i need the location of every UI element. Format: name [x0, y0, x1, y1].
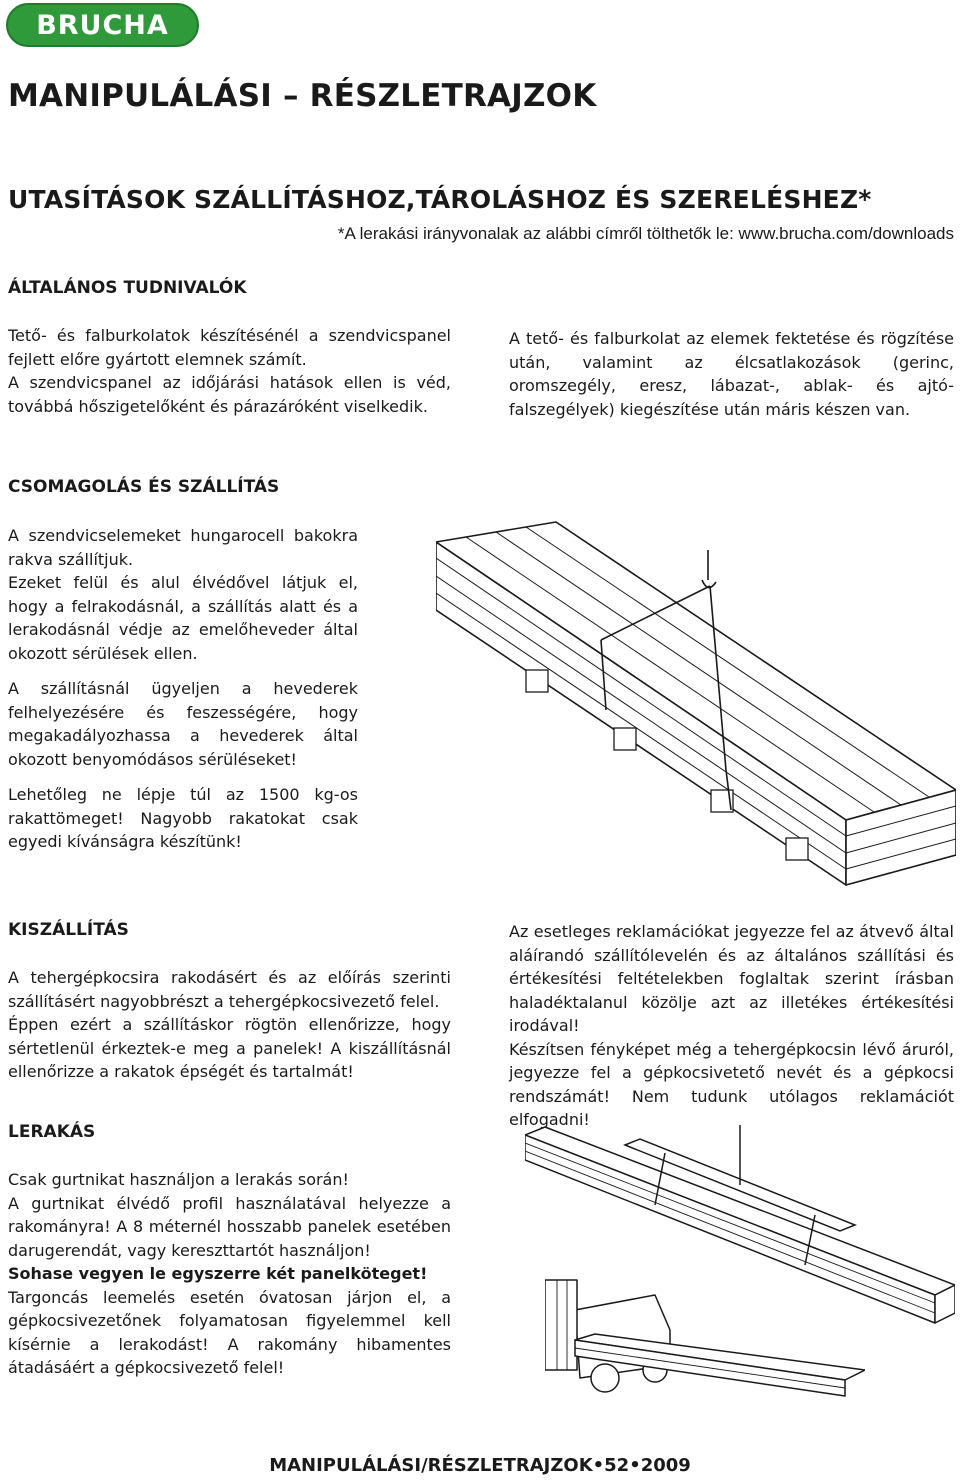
general-right-p1: A tető- és falburkolat az elemek fektetése és rögzítése után, valamint az élcsatlakozások (gerinc, oromszegély, eresz, lábazat-, ablak- és ajtó-falszegélyek) kiegészítése után máris készen van.	[509, 329, 954, 419]
unloading-p2: A gurtnikat élvédő profil használatával helyezze a rakományra! A 8 méternél hosszabb panelek esetében darugerendát, vagy kereszttartót használjon!	[8, 1193, 451, 1260]
unloading-p4: Targoncás leemelés esetén óvatosan járjon el, a gépkocsivezetőnek folyamatosan figyelemmel kell kísérnie a lerakodást! A rakomány hibamentes átadásáért a gépkocsivezető felel!	[8, 1287, 451, 1377]
delivery-left-p2: Éppen ezért a szállításkor rögtön ellenőrizze, hogy sértetlenül érkeztek-e meg a panelek! A kiszállításnál ellenőrizze a rakatok épségét és tartalmát!	[8, 1015, 451, 1081]
forklift-unloading-illustration	[545, 1270, 865, 1400]
unloading-p3-bold: Sohase vegyen le egyszerre két panelköteget!	[8, 1264, 428, 1283]
packaging-p2: Ezeket felül és alul élvédővel látjuk el, hogy a felrakodásnál, a szállítás alatt és a lerakodásnál védje az emelőheveder által okozott sérülések ellen.	[8, 573, 358, 663]
general-right-text	[509, 327, 954, 421]
packaging-text	[8, 524, 358, 854]
page-title: MANIPULÁLÁSI – RÉSZLETRAJZOK	[8, 78, 597, 114]
general-left-p1: Tető- és falburkolatok készítésénél a szendvicspanel fejlett előre gyártott elemnek számít.	[8, 326, 451, 369]
heading-general: ÁLTALÁNOS TUDNIVALÓK	[8, 278, 247, 298]
delivery-right-p1: Az esetleges reklamációkat jegyezze fel az átvevő által aláírandó szállítólevelén és az általános szállítási és értékesítési feltételekben foglaltak szerint írásban haladéktalanul közölje azt az illetékes értékesítési irodával!	[509, 922, 954, 1035]
page-footer: MANIPULÁLÁSI/RÉSZLETRAJZOK•52•2009	[269, 1455, 691, 1476]
packaging-p4: Lehetőleg ne lépje túl az 1500 kg-os rakattömeget! Nagyobb rakatokat csak egyedi kívánságra készítünk!	[8, 785, 358, 851]
panel-bundle-lifting-illustration	[436, 520, 956, 890]
general-left-text	[8, 324, 451, 418]
packaging-p3: A szállításnál ügyeljen a hevederek felhelyezésére és feszességére, hogy megakadályozhassa a hevederek által okozott benyomódásos sérüléseket!	[8, 679, 358, 769]
delivery-left-p1: A tehergépkocsira rakodásért és az előírás szerinti szállításért nagyobbrészt a tehergépkocsivezető felel.	[8, 968, 451, 1011]
packaging-p1: A szendvicselemeket hungarocell bakokra rakva szállítjuk.	[8, 526, 358, 569]
heading-unloading: LERAKÁS	[8, 1122, 96, 1142]
heading-delivery: KISZÁLLÍTÁS	[8, 920, 129, 940]
delivery-right-text	[509, 920, 954, 1132]
page-subtitle: UTASÍTÁSOK SZÁLLÍTÁSHOZ,TÁROLÁSHOZ ÉS SZERELÉSHEZ*	[8, 185, 872, 214]
forklift-mast	[545, 1280, 577, 1370]
brucha-logo	[6, 3, 199, 47]
delivery-right-p2: Készítsen fényképet még a tehergépkocsin lévő áruról, jegyezze fel a gépkocsivetető nevét és a gépkocsi rendszámát! Nem tudunk utólagos reklamációt elfogadni!	[509, 1039, 954, 1129]
logo-text: BRUCHA	[36, 9, 169, 41]
unloading-text	[8, 1168, 451, 1380]
unloading-p1: Csak gurtnikat használjon a lerakás során!	[8, 1170, 349, 1189]
forklift-wheel-front	[591, 1364, 619, 1392]
delivery-left-text	[8, 966, 451, 1084]
general-left-p2: A szendvicspanel az időjárási hatások ellen is véd, továbbá hőszigetelőként és párazáróként viselkedik.	[8, 373, 451, 416]
downloads-note: *A lerakási irányvonalak az alábbi címről tölthetők le: www.brucha.com/downloads	[337, 224, 954, 243]
heading-packaging: CSOMAGOLÁS ÉS SZÁLLÍTÁS	[8, 477, 280, 497]
